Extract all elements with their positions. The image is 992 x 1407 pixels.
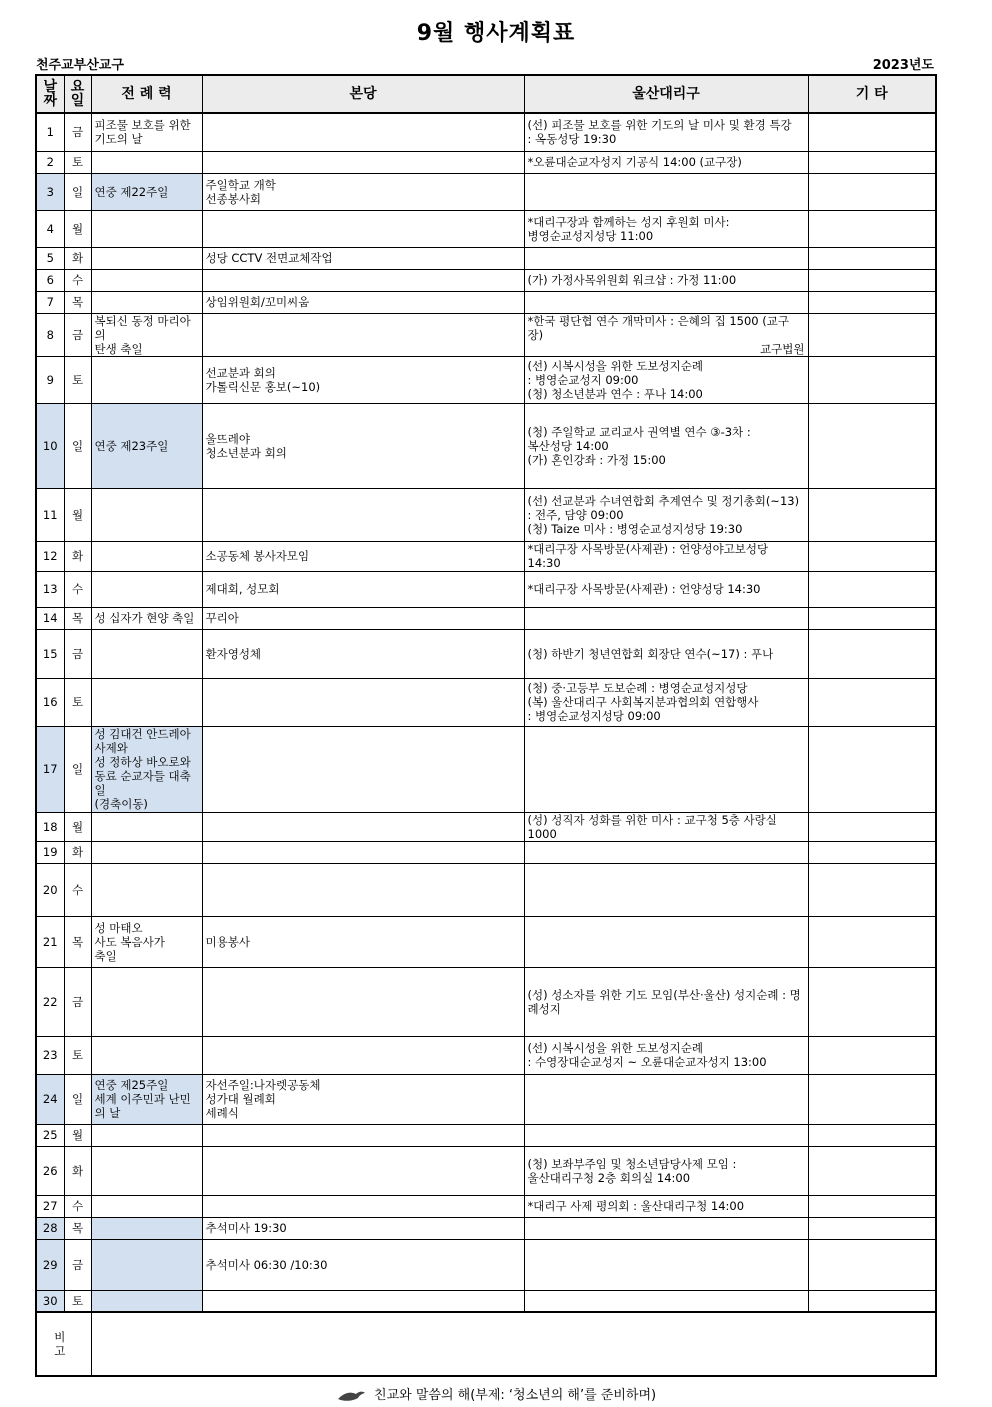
table-row <box>36 967 936 1036</box>
day-cell: 1 <box>36 113 64 151</box>
day-cell: 18 <box>36 812 64 841</box>
weekday-cell: 일 <box>64 403 91 488</box>
table-row <box>36 269 936 291</box>
day-cell: 14 <box>36 607 64 629</box>
ulsan-line-right: 교구법원 <box>760 341 805 356</box>
weekday-cell: 수 <box>64 571 91 607</box>
table-row <box>36 841 936 863</box>
ulsan-cell: (가) 가정사목위원회 워크샵 : 가정 11:00 <box>524 269 808 291</box>
etc-cell <box>808 1036 936 1074</box>
header-parish: 본당 <box>202 75 524 113</box>
day-cell: 30 <box>36 1290 64 1312</box>
table-row <box>36 678 936 726</box>
weekday-cell: 목 <box>64 607 91 629</box>
parish-cell <box>202 812 524 841</box>
weekday-cell: 금 <box>64 1239 91 1290</box>
etc-cell <box>808 151 936 173</box>
day-cell: 11 <box>36 488 64 541</box>
year-label: 2023년도 <box>872 58 934 73</box>
table-row <box>36 113 936 151</box>
liturgy-cell <box>91 967 202 1036</box>
parish-cell: 미용봉사 <box>202 916 524 967</box>
weekday-cell: 목 <box>64 291 91 313</box>
ulsan-line: *한국 평단협 연수 개막미사 : 은혜의 집 1500 (교구장) <box>527 313 789 342</box>
etc-cell <box>808 1217 936 1239</box>
table-row <box>36 863 936 916</box>
parish-cell: 주일학교 개학 선종봉사회 <box>202 173 524 210</box>
etc-cell <box>808 678 936 726</box>
ulsan-cell: *대리구장 사목방문(사제관) : 언양성야고보성당 14:30 <box>524 541 808 571</box>
ulsan-cell: (성) 성소자를 위한 기도 모임(부산·울산) 성지순례 : 명례성지 <box>524 967 808 1036</box>
day-cell: 21 <box>36 916 64 967</box>
liturgy-cell: 피조물 보호를 위한 기도의 날 <box>91 113 202 151</box>
table-row <box>36 812 936 841</box>
weekday-cell: 수 <box>64 269 91 291</box>
liturgy-cell <box>91 841 202 863</box>
parish-cell: 환자영성체 <box>202 629 524 678</box>
day-cell: 8 <box>36 313 64 356</box>
liturgy-cell: 연중 제22주일 <box>91 173 202 210</box>
table-row <box>36 1146 936 1195</box>
weekday-cell: 화 <box>64 1146 91 1195</box>
liturgy-cell <box>91 1239 202 1290</box>
liturgy-cell <box>91 629 202 678</box>
weekday-cell: 화 <box>64 541 91 571</box>
etc-cell <box>808 173 936 210</box>
parish-cell <box>202 488 524 541</box>
parish-cell <box>202 1036 524 1074</box>
liturgy-cell <box>91 1146 202 1195</box>
table-row <box>36 1124 936 1146</box>
weekday-cell: 금 <box>64 967 91 1036</box>
parish-cell <box>202 210 524 247</box>
table-header-row <box>36 75 936 113</box>
etc-cell <box>808 812 936 841</box>
schedule-table <box>35 74 937 1377</box>
day-cell: 22 <box>36 967 64 1036</box>
day-cell: 28 <box>36 1217 64 1239</box>
table-row <box>36 247 936 269</box>
parish-cell: 꾸리아 <box>202 607 524 629</box>
liturgy-cell: 성 마태오 사도 복음사가 축일 <box>91 916 202 967</box>
parish-cell <box>202 726 524 812</box>
etc-cell <box>808 313 936 356</box>
weekday-cell: 월 <box>64 488 91 541</box>
day-cell: 3 <box>36 173 64 210</box>
etc-cell <box>808 607 936 629</box>
liturgy-cell <box>91 247 202 269</box>
day-cell: 27 <box>36 1195 64 1217</box>
etc-cell <box>808 967 936 1036</box>
etc-cell <box>808 269 936 291</box>
day-cell: 16 <box>36 678 64 726</box>
weekday-cell: 금 <box>64 113 91 151</box>
liturgy-cell <box>91 210 202 247</box>
etc-cell <box>808 629 936 678</box>
weekday-cell: 토 <box>64 356 91 403</box>
liturgy-cell <box>91 291 202 313</box>
liturgy-cell: 연중 제23주일 <box>91 403 202 488</box>
parish-cell <box>202 1124 524 1146</box>
header-etc: 기 타 <box>808 75 936 113</box>
weekday-cell: 월 <box>64 1124 91 1146</box>
etc-cell <box>808 403 936 488</box>
ulsan-cell: (청) 하반기 청년연합회 회장단 연수(~17) : 푸나 <box>524 629 808 678</box>
weekday-cell: 토 <box>64 1036 91 1074</box>
parish-cell <box>202 967 524 1036</box>
ulsan-cell <box>524 1217 808 1239</box>
table-row <box>36 607 936 629</box>
parish-cell <box>202 269 524 291</box>
liturgy-cell: 성 십자가 현양 축일 <box>91 607 202 629</box>
liturgy-cell <box>91 356 202 403</box>
ulsan-cell: (선) 선교분과 수녀연합회 추계연수 및 정기총회(~13) : 전주, 담양 09:00 (청) Taize 미사 : 병영순교성지성당 19:30 <box>524 488 808 541</box>
note-label: 비 고 <box>36 1312 91 1376</box>
parish-cell: 선교분과 회의 가톨릭신문 홍보(~10) <box>202 356 524 403</box>
table-row <box>36 1074 936 1124</box>
header-day: 날 짜 <box>36 75 64 113</box>
parish-cell <box>202 678 524 726</box>
liturgy-cell <box>91 812 202 841</box>
parish-cell <box>202 863 524 916</box>
liturgy-cell <box>91 1124 202 1146</box>
weekday-cell: 수 <box>64 1195 91 1217</box>
day-cell: 15 <box>36 629 64 678</box>
footer-text: 친교와 말씀의 해(부제: ‘청소년의 해’를 준비하며) <box>374 1388 657 1403</box>
parish-cell <box>202 113 524 151</box>
day-cell: 12 <box>36 541 64 571</box>
day-cell: 25 <box>36 1124 64 1146</box>
ulsan-cell <box>524 1290 808 1312</box>
liturgy-cell <box>91 863 202 916</box>
etc-cell <box>808 726 936 812</box>
table-row <box>36 210 936 247</box>
liturgy-cell <box>91 269 202 291</box>
table-row <box>36 1195 936 1217</box>
day-cell: 6 <box>36 269 64 291</box>
parish-cell <box>202 1195 524 1217</box>
ulsan-cell <box>524 173 808 210</box>
etc-cell <box>808 1195 936 1217</box>
ulsan-cell <box>524 726 808 812</box>
day-cell: 29 <box>36 1239 64 1290</box>
weekday-cell: 월 <box>64 812 91 841</box>
header-weekday: 요 일 <box>64 75 91 113</box>
table-row <box>36 403 936 488</box>
parish-cell <box>202 841 524 863</box>
table-row <box>36 1217 936 1239</box>
etc-cell <box>808 488 936 541</box>
parish-cell: 추석미사 19:30 <box>202 1217 524 1239</box>
liturgy-cell: 성 김대건 안드레아 사제와 성 정하상 바오로와 동료 순교자들 대축일 (경축이동) <box>91 726 202 812</box>
ulsan-cell: (청) 주일학교 교리교사 권역별 연수 ③-3차 : 복산성당 14:00 (가) 혼인강좌 : 가정 15:00 <box>524 403 808 488</box>
ulsan-cell <box>524 841 808 863</box>
day-cell: 10 <box>36 403 64 488</box>
day-cell: 17 <box>36 726 64 812</box>
etc-cell <box>808 1146 936 1195</box>
ulsan-cell: *오륜대순교자성지 기공식 14:00 (교구장) <box>524 151 808 173</box>
day-cell: 20 <box>36 863 64 916</box>
ulsan-cell <box>524 1239 808 1290</box>
table-row <box>36 1239 936 1290</box>
weekday-cell: 토 <box>64 151 91 173</box>
parish-cell: 소공동체 봉사자모임 <box>202 541 524 571</box>
liturgy-cell <box>91 571 202 607</box>
table-row <box>36 541 936 571</box>
ulsan-cell <box>524 1124 808 1146</box>
weekday-cell: 일 <box>64 173 91 210</box>
weekday-cell: 수 <box>64 863 91 916</box>
page-title: 9월 행사계획표 <box>416 21 576 46</box>
etc-cell <box>808 841 936 863</box>
day-cell: 2 <box>36 151 64 173</box>
etc-cell <box>808 1124 936 1146</box>
table-row <box>36 726 936 812</box>
parish-cell: 제대회, 성모회 <box>202 571 524 607</box>
note-row <box>36 1312 936 1376</box>
weekday-cell: 목 <box>64 916 91 967</box>
etc-cell <box>808 916 936 967</box>
table-row <box>36 916 936 967</box>
weekday-cell: 화 <box>64 247 91 269</box>
table-row <box>36 629 936 678</box>
etc-cell <box>808 541 936 571</box>
day-cell: 9 <box>36 356 64 403</box>
etc-cell <box>808 291 936 313</box>
ulsan-cell <box>524 291 808 313</box>
etc-cell <box>808 247 936 269</box>
table-row <box>36 313 936 356</box>
liturgy-cell <box>91 1036 202 1074</box>
day-cell: 23 <box>36 1036 64 1074</box>
day-cell: 19 <box>36 841 64 863</box>
weekday-cell: 금 <box>64 629 91 678</box>
ulsan-cell: (선) 시복시성을 위한 도보성지순례 : 수영장대순교성지 ~ 오륜대순교자성지 13:00 <box>524 1036 808 1074</box>
etc-cell <box>808 863 936 916</box>
liturgy-cell <box>91 488 202 541</box>
weekday-cell: 금 <box>64 313 91 356</box>
table-row <box>36 151 936 173</box>
day-cell: 24 <box>36 1074 64 1124</box>
table-row <box>36 356 936 403</box>
parish-cell <box>202 1290 524 1312</box>
etc-cell <box>808 1074 936 1124</box>
day-cell: 7 <box>36 291 64 313</box>
ulsan-cell <box>524 1074 808 1124</box>
liturgy-cell: 연중 제25주일 세계 이주민과 난민의 날 <box>91 1074 202 1124</box>
parish-cell: 자선주일:나자렛공동체 성가대 월례회 세례식 <box>202 1074 524 1124</box>
weekday-cell: 화 <box>64 841 91 863</box>
header-liturgy: 전 례 력 <box>91 75 202 113</box>
parish-cell: 성당 CCTV 전면교체작업 <box>202 247 524 269</box>
etc-cell <box>808 571 936 607</box>
ulsan-cell: (선) 피조물 보호를 위한 기도의 날 미사 및 환경 특강 : 옥동성당 19:30 <box>524 113 808 151</box>
liturgy-cell: 복되신 동정 마리아의 탄생 축일 <box>91 313 202 356</box>
table-row <box>36 571 936 607</box>
liturgy-cell <box>91 1195 202 1217</box>
liturgy-cell <box>91 541 202 571</box>
etc-cell <box>808 210 936 247</box>
parish-cell <box>202 313 524 356</box>
ulsan-cell: *대리구 사제 평의회 : 울산대리구청 14:00 <box>524 1195 808 1217</box>
ulsan-cell <box>524 247 808 269</box>
ulsan-cell <box>524 313 808 356</box>
ulsan-cell <box>524 863 808 916</box>
dove-logo-icon <box>336 1389 366 1403</box>
weekday-cell: 일 <box>64 1074 91 1124</box>
table-row <box>36 291 936 313</box>
header-ulsan: 울산대리구 <box>524 75 808 113</box>
day-cell: 4 <box>36 210 64 247</box>
footer <box>0 1384 992 1403</box>
weekday-cell: 일 <box>64 726 91 812</box>
ulsan-cell: (선) 시복시성을 위한 도보성지순례 : 병영순교성지 09:00 (청) 청소년분과 연수 : 푸나 14:00 <box>524 356 808 403</box>
etc-cell <box>808 113 936 151</box>
weekday-cell: 토 <box>64 678 91 726</box>
parish-cell: 추석미사 06:30 /10:30 <box>202 1239 524 1290</box>
day-cell: 13 <box>36 571 64 607</box>
etc-cell <box>808 1290 936 1312</box>
note-content <box>91 1312 936 1376</box>
weekday-cell: 토 <box>64 1290 91 1312</box>
day-cell: 5 <box>36 247 64 269</box>
parish-cell <box>202 151 524 173</box>
table-row <box>36 173 936 210</box>
liturgy-cell <box>91 151 202 173</box>
weekday-cell: 월 <box>64 210 91 247</box>
ulsan-cell: (성) 성직자 성화를 위한 미사 : 교구청 5층 사랑실 1000 <box>524 812 808 841</box>
day-cell: 26 <box>36 1146 64 1195</box>
parish-cell: 상임위원회/꼬미씨움 <box>202 291 524 313</box>
parish-cell: 울뜨레야 청소년분과 회의 <box>202 403 524 488</box>
etc-cell <box>808 356 936 403</box>
ulsan-cell: (청) 보좌부주임 및 청소년담당사제 모임 : 울산대리구청 2층 회의실 14:00 <box>524 1146 808 1195</box>
liturgy-cell <box>91 1217 202 1239</box>
parish-cell <box>202 1146 524 1195</box>
ulsan-cell: (청) 중·고등부 도보순례 : 병영순교성지성당 (복) 울산대리구 사회복지분과협의회 연합행사 : 병영순교성지성당 09:00 <box>524 678 808 726</box>
etc-cell <box>808 1239 936 1290</box>
liturgy-cell <box>91 1290 202 1312</box>
ulsan-cell <box>524 607 808 629</box>
table-row <box>36 1290 936 1312</box>
weekday-cell: 목 <box>64 1217 91 1239</box>
liturgy-cell <box>91 678 202 726</box>
organization-name: 천주교부산교구 <box>36 58 124 73</box>
table-row <box>36 1036 936 1074</box>
ulsan-cell: *대리구장과 함께하는 성지 후원회 미사: 병영순교성지성당 11:00 <box>524 210 808 247</box>
table-row <box>36 488 936 541</box>
ulsan-cell <box>524 916 808 967</box>
ulsan-cell: *대리구장 사목방문(사제관) : 언양성당 14:30 <box>524 571 808 607</box>
